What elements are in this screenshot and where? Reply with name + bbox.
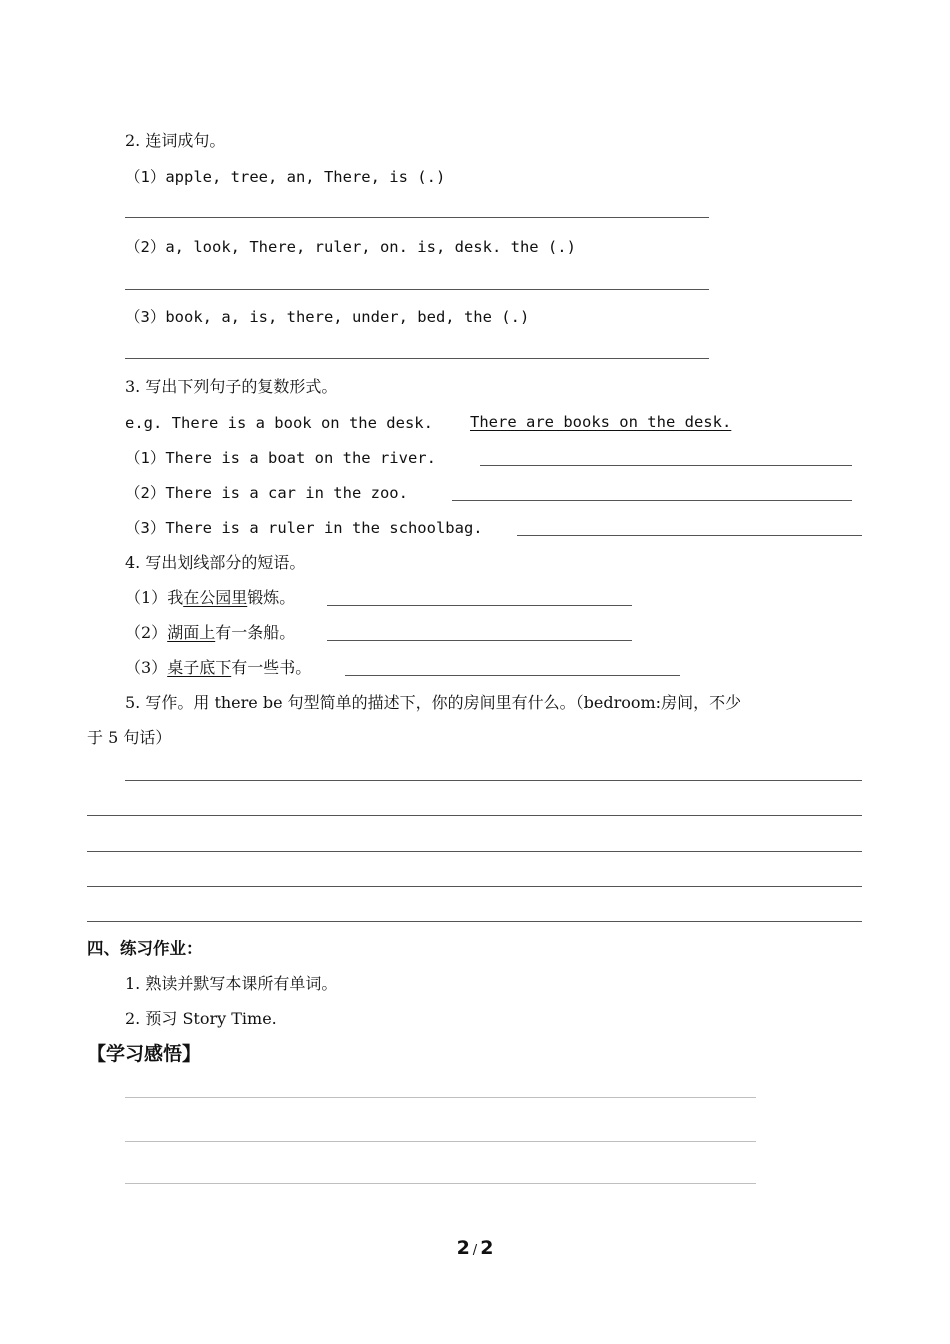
q4-item-1-num: （1） [125, 588, 168, 607]
section4-item-2: 2. 预习 Story Time. [125, 1009, 277, 1028]
q4-item-2-underlined: 湖面上 [167, 623, 216, 642]
q4-item-2-post: 有一条船。 [215, 623, 296, 642]
q5-prompt-line-2: 于 5 句话） [87, 728, 172, 747]
q4-item-1 [125, 588, 295, 608]
q4-title: 4. 写出划线部分的短语。 [125, 553, 306, 572]
q5-writing-line-4[interactable] [87, 886, 862, 887]
page-separator: / [472, 1243, 478, 1258]
q5-writing-line-1[interactable] [125, 780, 862, 781]
reflection-line-1[interactable] [125, 1097, 756, 1098]
q4-item-3-post: 有一些书。 [231, 658, 312, 677]
page-total: 2 [480, 1237, 494, 1259]
q5-writing-line-3[interactable] [87, 851, 862, 852]
q2-answer-line-1[interactable] [125, 217, 709, 218]
q5-prompt-line-1: 5. 写作。用 there be 句型简单的描述下，你的房间里有什么。（bedroom:房间，不少 [125, 693, 742, 712]
q2-item-1: （1）apple, tree, an, There, is (.) [125, 168, 446, 186]
q2-item-3: （3）book, a, is, there, under, bed, the (.) [125, 308, 530, 326]
q3-item-2: （2）There is a car in the zoo. [125, 484, 408, 502]
q3-example-answer: There are books on the desk. [470, 413, 732, 431]
q3-title: 3. 写出下列句子的复数形式。 [125, 377, 338, 396]
q4-answer-line-1[interactable] [327, 605, 632, 606]
q4-item-3-underlined: 桌子底下 [167, 658, 232, 677]
q2-title: 2. 连词成句。 [125, 131, 226, 150]
page-current: 2 [456, 1237, 470, 1259]
q4-answer-line-2[interactable] [327, 640, 632, 641]
q3-item-3: （3）There is a ruler in the schoolbag. [125, 519, 483, 537]
q4-item-2 [125, 623, 295, 643]
q3-answer-line-1[interactable] [480, 465, 852, 466]
q4-item-1-post: 锻炼。 [247, 588, 296, 607]
section4-item-1: 1. 熟读并默写本课所有单词。 [125, 974, 338, 993]
page-number [0, 1236, 950, 1263]
q4-answer-line-3[interactable] [345, 675, 680, 676]
q5-writing-line-5[interactable] [87, 921, 862, 922]
section4-heading: 四、练习作业： [87, 939, 203, 958]
q4-item-3-num: （3） [125, 658, 168, 677]
reflection-heading: 【学习感悟】 [87, 1043, 202, 1065]
q3-example-prompt: e.g. There is a book on the desk. [125, 414, 433, 432]
reflection-line-2[interactable] [125, 1141, 756, 1142]
q4-item-3 [125, 658, 311, 678]
reflection-line-3[interactable] [125, 1183, 756, 1184]
q3-item-1: （1）There is a boat on the river. [125, 449, 436, 467]
q4-item-1-underlined: 在公园里 [183, 588, 248, 607]
q2-answer-line-2[interactable] [125, 289, 709, 290]
q3-answer-line-2[interactable] [452, 500, 852, 501]
q3-answer-line-3[interactable] [517, 535, 862, 536]
q2-item-2: （2）a, look, There, ruler, on. is, desk. the (.) [125, 238, 576, 256]
q4-item-2-num: （2） [125, 623, 168, 642]
q5-writing-line-2[interactable] [87, 815, 862, 816]
q2-answer-line-3[interactable] [125, 358, 709, 359]
q4-item-1-pre: 我 [167, 588, 184, 607]
